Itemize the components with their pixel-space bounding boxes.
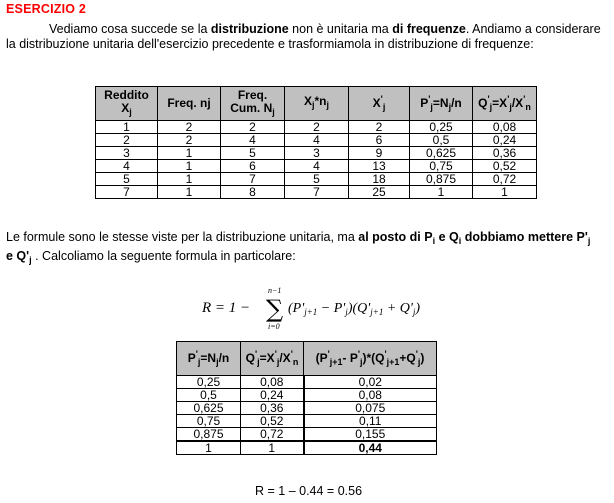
table-cell: 4	[96, 160, 158, 173]
table-row	[96, 173, 537, 186]
table-cell: 0,5	[177, 389, 241, 402]
table-cell: 0,24	[241, 389, 304, 402]
table-row	[96, 147, 537, 160]
table-cell: 7	[285, 186, 349, 199]
table-cell: 25	[349, 186, 410, 199]
table-cell: 5	[221, 147, 285, 160]
table-cell: 0,52	[241, 415, 304, 428]
frequency-table	[95, 86, 537, 199]
table-cell: 0,24	[473, 134, 537, 147]
table-cell: 2	[96, 134, 158, 147]
table-cell: 0,08	[241, 376, 304, 389]
table-cell: 13	[349, 160, 410, 173]
header-freq-cum: Freq. Cum. $N_j$	[221, 87, 285, 121]
table-cell: 1	[473, 186, 537, 199]
header-p2: $P'_j=N_j/n$	[177, 342, 241, 376]
table-row	[96, 134, 537, 147]
table-cell: 18	[349, 173, 410, 186]
table-cell: 0,25	[177, 376, 241, 389]
table-cell: 0,08	[304, 389, 437, 402]
formula-upper: n−1	[268, 286, 282, 295]
table-cell: 3	[285, 147, 349, 160]
header-reddito: Reddito $X_j$	[96, 87, 158, 121]
result-line: R = 1 – 0.44 = 0.56	[255, 484, 363, 498]
computation-table	[176, 341, 437, 455]
table-cell: 0,11	[304, 415, 437, 428]
header-p: $P'_j=N_j/n$	[410, 87, 473, 121]
table-cell: 0,72	[241, 428, 304, 442]
table-row	[96, 121, 537, 134]
header-freq: Freq. nj	[158, 87, 221, 121]
table-cell: 0,25	[410, 121, 473, 134]
table-cell: 9	[349, 147, 410, 160]
table-cell: 5	[285, 173, 349, 186]
table-cell: 0,625	[177, 402, 241, 415]
table-cell: 4	[221, 134, 285, 147]
header-product: ($P'_{j+1}-$ $P'_j)*(Q'_{j+1}+Q'_j)$	[304, 342, 437, 376]
table-cell: 0,08	[473, 121, 537, 134]
table-cell: 0,52	[473, 160, 537, 173]
table-cell: 7	[221, 173, 285, 186]
table-cell: 2	[158, 134, 221, 147]
total-value: 0,44	[304, 441, 437, 455]
sigma-symbol: ∑	[266, 295, 284, 323]
formula-body: $(P'_{j+1} - P'_j)(Q'_{j+1} + Q'_j)$	[288, 301, 421, 317]
table-cell: 0,75	[410, 160, 473, 173]
table-cell: 7	[96, 186, 158, 199]
formula-lhs: R = 1 −	[202, 300, 251, 316]
table-row	[177, 389, 437, 402]
table-cell: 0,625	[410, 147, 473, 160]
table-cell: 2	[349, 121, 410, 134]
table-row	[177, 376, 437, 389]
table-row	[96, 186, 537, 199]
intro-paragraph: Vediamo cosa succede se la distribuzione non è unitaria ma di frequenze. Andiamo a considerare la distribuzione unitaria dell'esercizio precedente e trasformiamola in distribuzione di frequenze:	[6, 22, 601, 51]
table-cell: 2	[158, 121, 221, 134]
table-row	[177, 402, 437, 415]
table-cell: 4	[285, 160, 349, 173]
table-cell: 6	[221, 160, 285, 173]
exercise-title: ESERCIZIO 2	[6, 2, 86, 16]
table-row	[177, 428, 437, 442]
table-cell: 0,75	[177, 415, 241, 428]
header-xn: $X_j*n_j$	[285, 87, 349, 121]
header-q2: $Q'_j=X'_j/X'_n$	[241, 342, 304, 376]
table-cell: 6	[349, 134, 410, 147]
table-row	[177, 415, 437, 428]
header-x: $X'_j$	[349, 87, 410, 121]
table-cell: 1	[158, 186, 221, 199]
table-cell: 0,875	[177, 428, 241, 442]
formula-lower: i=0	[268, 322, 280, 331]
table-cell: 1	[158, 147, 221, 160]
table-cell: 3	[96, 147, 158, 160]
total-row	[177, 441, 437, 455]
table-cell: 4	[285, 134, 349, 147]
table-cell: 2	[221, 121, 285, 134]
table-cell: 2	[285, 121, 349, 134]
table-cell: 5	[96, 173, 158, 186]
table-row	[96, 160, 537, 173]
table-cell: 1	[158, 160, 221, 173]
table-cell: 0,075	[304, 402, 437, 415]
table-cell: 1	[410, 186, 473, 199]
table-cell: 0,875	[410, 173, 473, 186]
formula-paragraph: Le formule sono le stesse viste per la distribuzione unitaria, ma al posto di $P_i$ e $Q_i$ dobbiamo mettere $P'_j$ e $Q'_j$ . Calcoliamo la seguente formula in particolare:	[6, 230, 591, 265]
table-cell: 8	[221, 186, 285, 199]
table-cell: 1	[158, 173, 221, 186]
table-cell: 1	[96, 121, 158, 134]
table-cell: 0,155	[304, 428, 437, 442]
table-cell: 0,02	[304, 376, 437, 389]
table-cell: 0,36	[473, 147, 537, 160]
gini-formula	[202, 283, 422, 331]
table-cell: 0,72	[473, 173, 537, 186]
table-cell: 0,36	[241, 402, 304, 415]
table-cell: 1	[177, 441, 241, 455]
header-q: $Q'_j=X'_j/X'_n$	[473, 87, 537, 121]
table-cell: 0,5	[410, 134, 473, 147]
table-cell: 1	[241, 441, 304, 455]
